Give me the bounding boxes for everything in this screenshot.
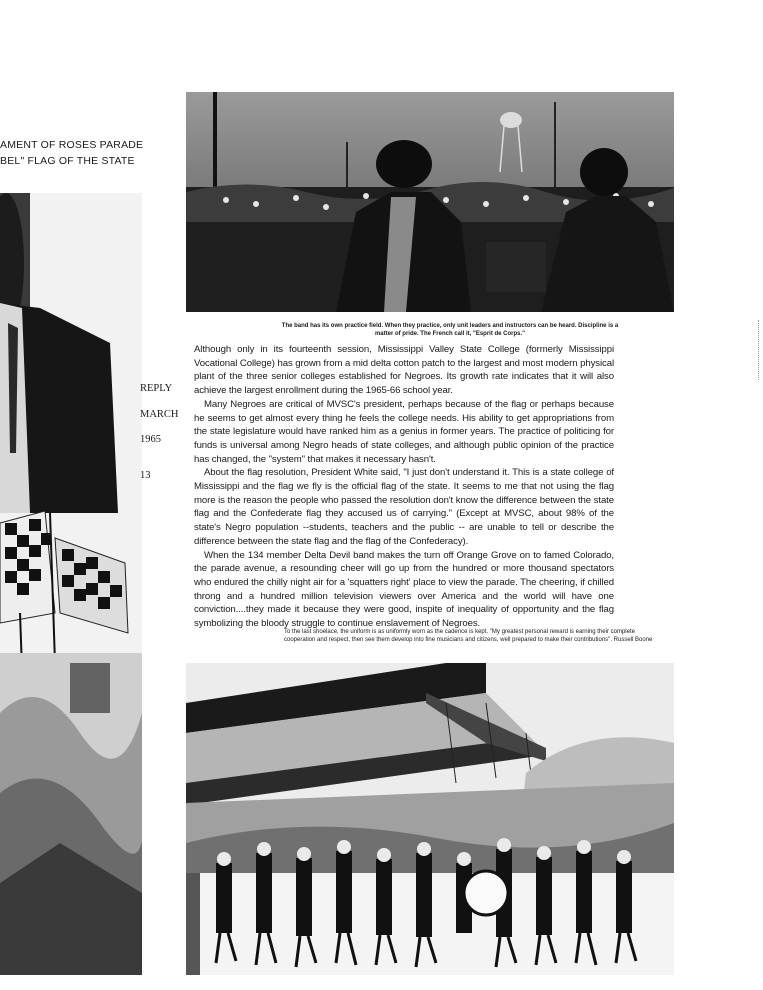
publication-name: REPLY <box>140 383 173 394</box>
issue-month: MARCH <box>140 409 179 420</box>
page-edge-mark <box>758 320 761 380</box>
page-header <box>0 137 144 169</box>
caption-practice-field: The band has its own practice field. When they practice, only unit leaders and instructors can be heard. Discipline is a matter of pride. The French call it, "Esprit de Corps." <box>281 323 619 337</box>
header-line-1: AMENT OF ROSES PARADE <box>0 139 144 151</box>
issue-year: 1965 <box>140 434 161 445</box>
paragraph-president: Many Negroes are critical of MVSC's president, perhaps because of the flag or perhaps because he seems to get almost every thing he feels the college needs. His ability to get appropriations from the state legislature would have ranked him as a genius in former years. The practice of politicing for funds is universal among Negro heads of state colleges, and although public opinion of the practice has changed, the "system" that makes it necessary hasn't. <box>194 398 614 465</box>
header-line-2: BEL" FLAG OF THE STATE <box>0 155 135 167</box>
left-photo <box>0 193 142 975</box>
top-photo <box>186 92 674 312</box>
caption-uniform: To the last shoelace, the uniform is as uniformly worn as the cadence is kept. "My greatest personal reward is earning their complete cooperation and respect, then see them develop into fine musicians and citizens, well prepared to make their contributions". Russell Boone <box>284 629 653 643</box>
page-number: 13 <box>140 470 151 481</box>
paragraph-parade: When the 134 member Delta Devil band makes the turn off Orange Grove on to famed Colorado, the parade avenue, a resounding cheer will go up from the hundred or more thousand spectators who endured the chilly night air for a 'squatters right' place to view the parade. The cheering, if chilled throng and a hundred million television viewers over America and the world will have one conviction....they made it because they were good, inspite of inequality of opportunity and the flag symbolizing the bloody struggle to continue enslavement of Negroes. <box>194 549 614 630</box>
paragraph-growth: Although only in its fourteenth session, Mississippi Valley State College (formerly Mississippi Vocational College) has grown from a mid delta cotton patch to the largest and most modern physical plant of the three senior colleges established for Negroes. Its growth rate indicates that it will also achieve the largest enrollment during the 1965-66 school year. <box>194 344 614 397</box>
bottom-photo <box>186 663 674 975</box>
article-body <box>194 343 614 631</box>
paragraph-flag-resolution: About the flag resolution, President White said, "I just don't understand it. This is a state college of Mississippi and the flag we fly is the official flag of the state. It seems to me that not using the flag more is the reason the people who passed the resolution don't know the difference between the state flag and the Confederate flag they accused us of carrying." (Except at MVSC, about 98% of the state's Negro population --students, teachers and the public -- are unable to tell or describe the difference between the state flag and the flag of the Confederacy). <box>194 467 614 547</box>
